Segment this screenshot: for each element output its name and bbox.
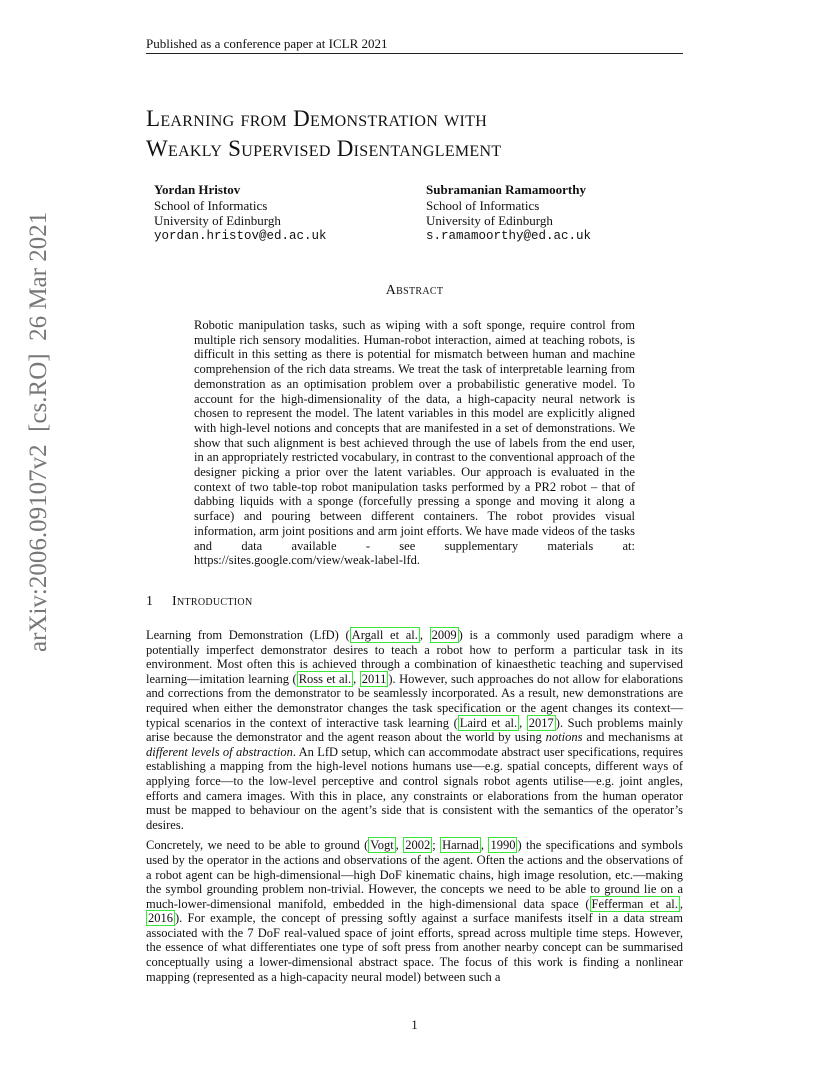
introduction-body: [146, 628, 683, 990]
citation-link[interactable]: Harnad: [442, 838, 479, 853]
section-number: 1: [146, 594, 154, 609]
author-affiliation: School of Informatics: [154, 197, 268, 213]
citation-link[interactable]: 2011: [361, 671, 387, 686]
citation-link[interactable]: 2002: [405, 838, 431, 853]
page-number: 1: [411, 1017, 418, 1032]
citation-link[interactable]: 2017: [528, 715, 554, 730]
citation-link[interactable]: Laird et al.: [459, 715, 518, 730]
author-name: Subramanian Ramamoorthy: [426, 182, 586, 197]
abstract-heading: Abstract: [385, 283, 444, 298]
author-block-1: [154, 182, 327, 244]
paragraph-1: [146, 628, 683, 832]
author-name: Yordan Hristov: [154, 182, 241, 197]
citation-link[interactable]: 2009: [431, 628, 457, 642]
arxiv-sidebar-svg: [24, 211, 54, 670]
text-run: ). Such problems mainly arise because the demonstrator and the agent reason about the world by using: [146, 715, 683, 745]
text-run: ,: [519, 715, 527, 730]
citation-link[interactable]: Ross et al.: [298, 671, 352, 686]
text-run: ) is a commonly used paradigm where a potentially imperfect demonstrator desires to teach a robot how to perform a particular task in its environment. Most often this is achieved through a combination of kinaesthetic teaching and supervised learning—imitation learning (: [146, 628, 684, 686]
text-run: and mechanisms at: [582, 730, 683, 745]
citation-link[interactable]: Argall et al.: [351, 628, 418, 642]
text-run: ,: [395, 838, 404, 853]
emphasis-text: different levels of abstraction: [146, 744, 293, 759]
text-run: ,: [419, 628, 430, 642]
title-line-1: Learning from Demonstration with: [146, 106, 488, 131]
title-line-2: Weakly Supervised Disentanglement: [146, 136, 502, 161]
text-run: Concretely, we need to be able to ground (: [146, 838, 369, 853]
running-header: Published as a conference paper at ICLR 2021: [146, 36, 388, 51]
citation-link[interactable]: Vogt: [370, 838, 394, 853]
citation-link[interactable]: 1990: [490, 838, 516, 853]
paper-title: [146, 104, 706, 164]
text-run: . An LfD setup, which can accommodate abstract user specifications, requires establishing a mapping from the high-level notions humans use—e.g. spatial concepts, different ways of applying force—to the low-level perceptive and control signals robot agents utilise—e.g. joint angles, efforts and camera images. With this in place, any constraints or elaborations from the human operator must be mapped to behaviour on the agent’s side that is consistent with the semantics of the operator’s desires.: [146, 744, 684, 832]
text-run: ;: [432, 838, 441, 853]
arxiv-id-text: arXiv:2006.09107v2 [cs.RO] 26 Mar 2021: [25, 211, 52, 652]
header-rule: [146, 53, 683, 54]
section-title: Introduction: [172, 594, 253, 609]
text-run: Learning from Demonstration (LfD) (: [146, 628, 350, 642]
text-run: ,: [480, 838, 489, 853]
arxiv-sidebar-stamp: [24, 211, 54, 652]
citation-link[interactable]: 2016: [148, 911, 173, 926]
text-run: ). However, such approaches do not allow for elaborations and corrections from the demonstrator to be seamlessly incorporated. As a result, new demonstrations are required when either the demonstrator changes the task specification or the agent changes its context—typical scenarios in the context of interactive task learning (: [146, 671, 683, 730]
abstract-text: Robotic manipulation tasks, such as wiping with a soft sponge, require control from multiple rich sensory modalities. Human-robot interaction, aimed at teaching robots, is difficult in this setting as there is potential for mismatch between human and machine comprehension of the rich data streams. We treat the task of interpretable learning from demonstration as an optimisation problem over a probabilistic generative model. To account for the high-dimensionality of the data, a high-capacity neural network is chosen to represent the model. The latent variables in this model are explicitly aligned with high-level notions and concepts that are manifested in a set of demonstrations. We show that such alignment is best achieved through the use of labels from the end user, in an appropriately restricted vocabulary, in contrast to the conventional approach of the designer picking a prior over the latent variables. Our approach is evaluated in the context of two table-top robot manipulation tasks performed by a PR2 robot – that of dabbing liquids with a sponge (forcefully pressing a sponge and moving it along a surface) and pouring between different containers. The robot provides visual information, arm joint positions and arm joint efforts. We have made videos of the tasks and data available - see supplementary materials at: https://sites.google.com/view/weak-label-lfd.: [194, 318, 635, 568]
paragraph-2: [146, 838, 683, 984]
author-block-2: [426, 182, 591, 244]
citation-link[interactable]: Fefferman et al.: [591, 896, 678, 911]
author-university: University of Edinburgh: [426, 213, 553, 228]
text-run: ,: [679, 896, 683, 911]
section-heading-introduction: [146, 594, 252, 610]
author-email[interactable]: s.ramamoorthy@ed.ac.uk: [426, 228, 592, 243]
author-affiliation: School of Informatics: [426, 197, 540, 213]
text-run: ). For example, the concept of pressing softly against a surface manifests itself in a data stream associated with the 7 DoF real-valued space of joint efforts, spread across multiple time steps. However, the essence of what differentiates one type of soft press from another nearby concept can be summarised conceptually using a lower-dimensional abstract space. The focus of this work is finding a nonlinear mapping (represented as a high-capacity neural model) between such a: [146, 911, 683, 984]
author-email[interactable]: yordan.hristov@ed.ac.uk: [154, 228, 327, 243]
text-run: ) the specifications and symbols used by the operator in the actions and observations of the agent. Often the actions and the observations of a robot agent can be high-dimensional—high DoF kinematic chains, high image resolution, etc.—making the symbol grounding problem non-trivial. However, the concepts we need to be able to ground lie on a much-lower-dimensional manifold, embedded in the high-dimensional data space (: [146, 838, 683, 911]
text-run: ,: [353, 671, 360, 686]
emphasis-text: notions: [545, 730, 583, 745]
author-university: University of Edinburgh: [154, 213, 281, 228]
